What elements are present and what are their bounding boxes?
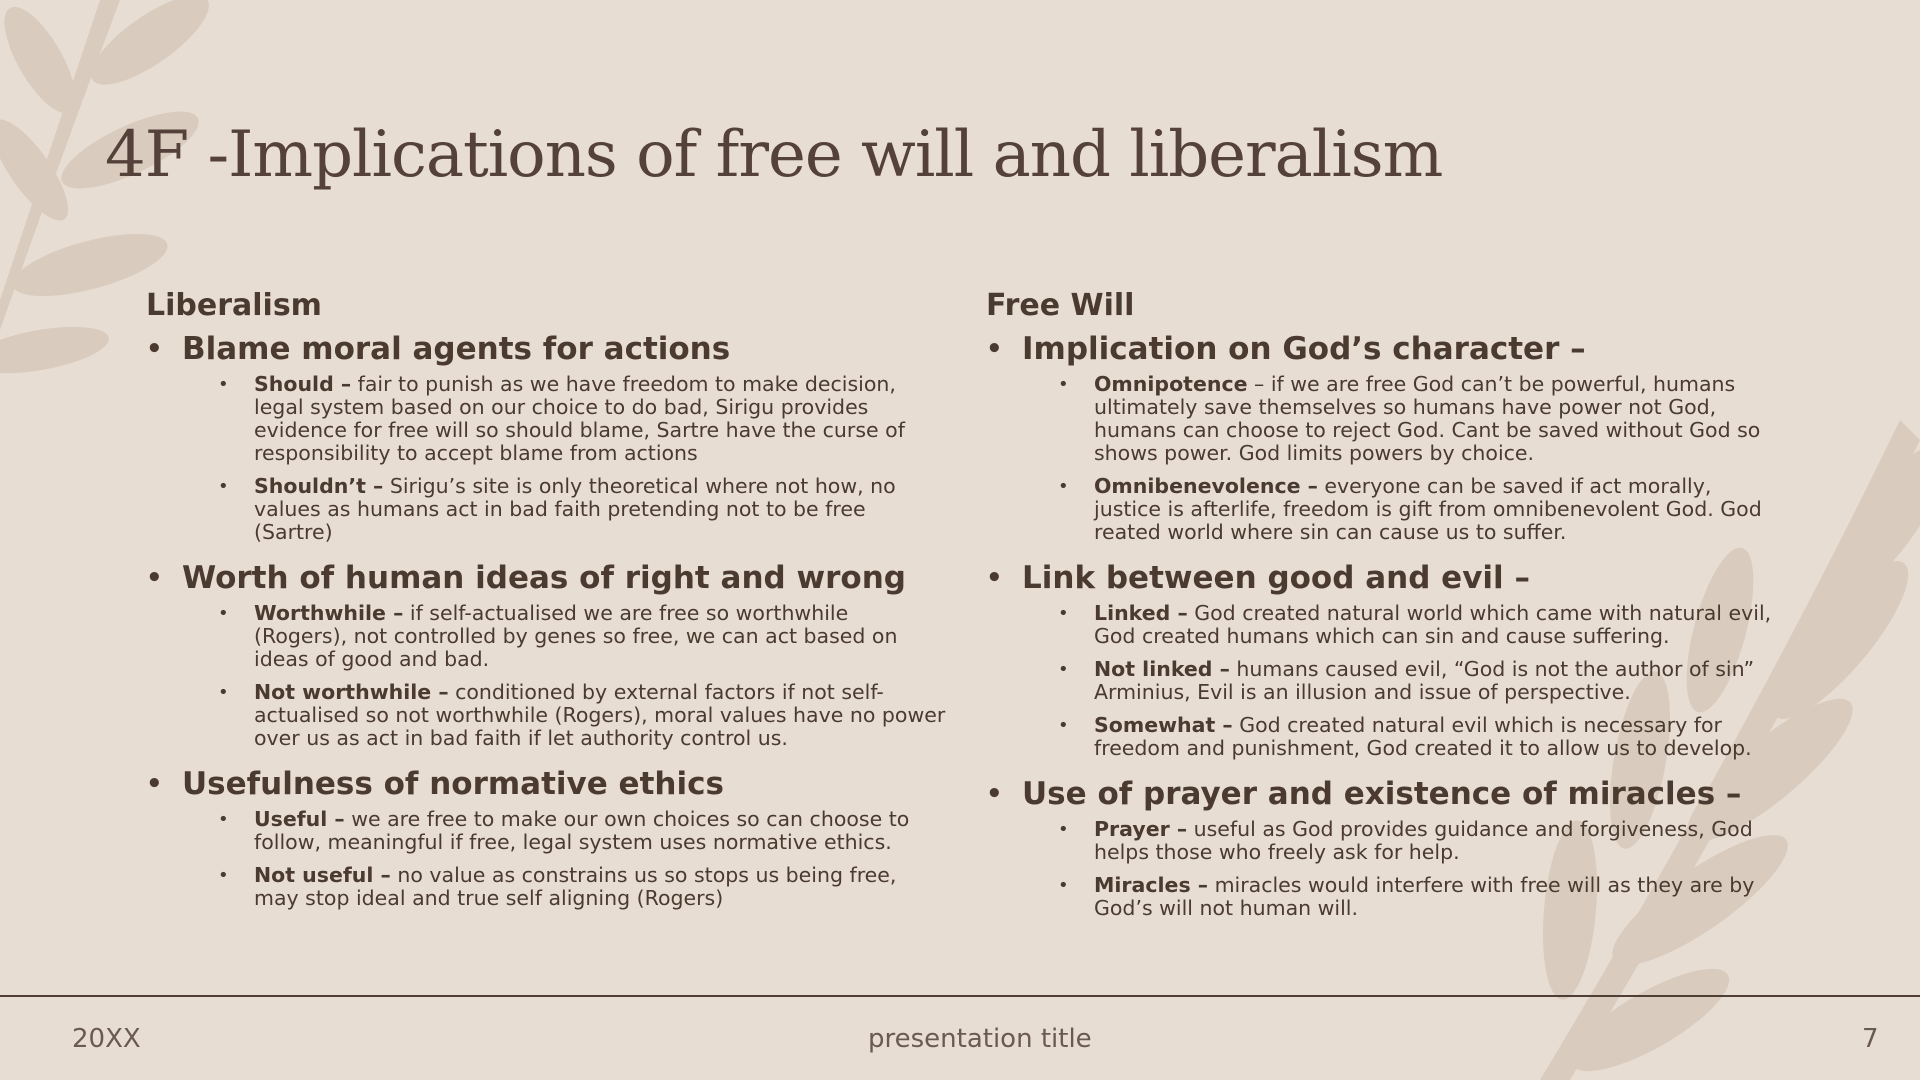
bullet-icon: • [146, 563, 163, 593]
bullet-icon: • [986, 334, 1003, 364]
list-item: • Not useful – no value as constrains us so stops us being free, may stop ideal and true self aligning (Rogers) [218, 863, 897, 910]
section-title: • Worth of human ideas of right and wrong [146, 560, 906, 596]
section-title: • Usefulness of normative ethics [146, 766, 724, 802]
bullet-icon: • [218, 374, 229, 395]
liberalism-heading: Liberalism [146, 288, 322, 323]
section-title: • Link between good and evil – [986, 560, 1530, 596]
list-item: • Somewhat – God created natural evil which is necessary for freedom and punishment, God created it to allow us to develop. [1058, 713, 1752, 760]
section-title: • Blame moral agents for actions [146, 331, 731, 367]
section-prayer-and-miracles [986, 774, 1786, 920]
list-item: • Linked – God created natural world which came with natural evil, God created humans which can sin and cause suffering. [1058, 601, 1772, 648]
bullet-icon: • [1058, 476, 1069, 497]
list-item: • Useful – we are free to make our own choices so can choose to follow, meaningful if free, legal system uses normative ethics. [218, 807, 910, 854]
bullet-icon: • [146, 769, 163, 799]
list-item: • Worthwhile – if self-actualised we are free so worthwhile (Rogers), not controlled by genes so free, we can act based on ideas of good and bad. [218, 601, 898, 671]
footer-date: 20XX [72, 1024, 141, 1054]
list-item: • Should – fair to punish as we have freedom to make decision, legal system based on our choice to do bad, Sirigu provides evidence for free will so should blame, Sartre have the curse of responsibility to accept blame from actions [218, 372, 905, 465]
list-item: • Not linked – humans caused evil, “God is not the author of sin” Arminius, Evil is an illusion and issue of perspective. [1058, 657, 1755, 704]
bullet-icon: • [1058, 715, 1069, 736]
list-item: • Shouldn’t – Sirigu’s site is only theoretical where not how, no values as humans act in bad faith pretending not to be free (Sartre) [218, 474, 896, 544]
section-good-and-evil [986, 558, 1786, 760]
bullet-icon: • [1058, 374, 1069, 395]
bullet-icon: • [218, 603, 229, 624]
bullet-icon: • [218, 476, 229, 497]
section-gods-character [986, 329, 1786, 544]
section-title: • Implication on God’s character – [986, 331, 1586, 367]
list-item: • Omnipotence – if we are free God can’t be powerful, humans ultimately save themselves so humans have power not God, humans can choose to reject God. Cant be saved without God so shows power. God limits powers by choice. [1058, 372, 1761, 465]
footer-page-number: 7 [1862, 1024, 1879, 1054]
bullet-icon: • [986, 563, 1003, 593]
section-usefulness-normative-ethics [146, 764, 946, 910]
list-item: • Omnibenevolence – everyone can be saved if act morally, justice is afterlife, freedom is gift from omnibenevolent God. God reated world where sin can cause us to suffer. [1058, 474, 1762, 544]
bullet-icon: • [1058, 875, 1069, 896]
bullet-icon: • [218, 865, 229, 886]
free-will-column [986, 288, 1786, 934]
bullet-icon: • [146, 334, 163, 364]
section-blame-moral-agents [146, 329, 946, 544]
list-item: • Not worthwhile – conditioned by external factors if not self-actualised so not worthwhile (Rogers), moral values have no power over us as act in bad faith if let authority control us. [218, 680, 946, 750]
bullet-icon: • [1058, 603, 1069, 624]
bullet-icon: • [1058, 819, 1069, 840]
bullet-icon: • [986, 779, 1003, 809]
bullet-icon: • [218, 682, 229, 703]
slide-title: 4F -Implications of free will and liberalism [105, 118, 1443, 192]
footer-presentation-title: presentation title [868, 1024, 1092, 1054]
section-title: • Use of prayer and existence of miracles – [986, 776, 1742, 812]
section-worth-of-human-ideas [146, 558, 946, 750]
list-item: • Prayer – useful as God provides guidance and forgiveness, God helps those who freely ask for help. [1058, 817, 1753, 864]
bullet-icon: • [218, 809, 229, 830]
bullet-icon: • [1058, 659, 1069, 680]
list-item: • Miracles – miracles would interfere with free will as they are by God’s will not human will. [1058, 873, 1755, 920]
liberalism-column [146, 288, 946, 924]
free-will-heading: Free Will [986, 288, 1135, 323]
footer-divider [0, 995, 1920, 997]
